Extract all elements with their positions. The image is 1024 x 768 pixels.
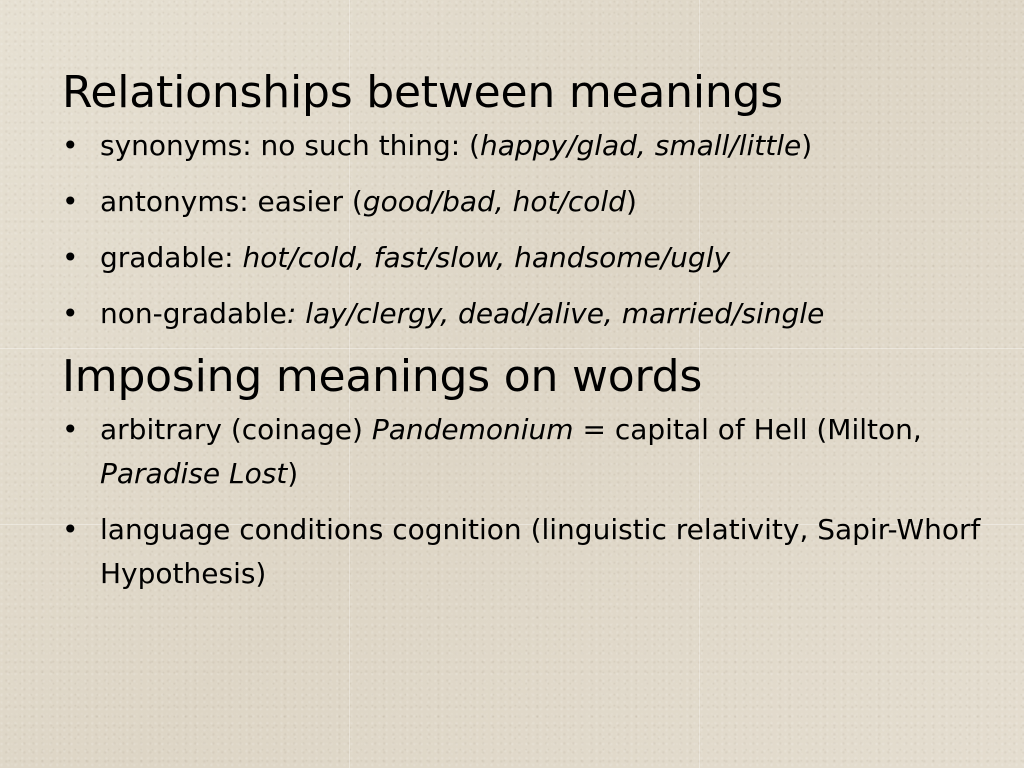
bullet-examples: hot/cold, fast/slow, handsome/ugly	[242, 241, 731, 274]
bullet-text: )	[801, 129, 813, 162]
bullet-dot: •	[62, 241, 79, 274]
bullet-dot: •	[62, 185, 79, 218]
bullet-text: gradable:	[100, 241, 243, 274]
heading-imposing-meanings: Imposing meanings on words	[62, 351, 703, 402]
heading-relationships: Relationships between meanings	[62, 67, 784, 118]
bullet-text: )	[625, 185, 637, 218]
slide-content	[62, 64, 992, 608]
bullet-language-cognition	[62, 508, 990, 596]
bullet-dot: •	[62, 513, 79, 546]
bullet-text: antonyms: easier (	[100, 185, 363, 218]
bullet-non-gradable	[62, 292, 990, 336]
bullet-synonyms	[62, 124, 990, 168]
bullet-dot: •	[62, 413, 79, 446]
bullet-text: synonyms: no such thing: (	[100, 129, 480, 162]
bullet-dot: •	[62, 129, 79, 162]
bullet-examples: : lay/clergy, dead/alive, married/single	[286, 297, 825, 330]
bullet-examples: happy/glad, small/little	[479, 129, 802, 162]
bullet-text: arbitrary (coinage)	[100, 413, 372, 446]
bullet-text: language conditions cognition (linguistic relativity, Sapir-Whorf Hypothesis)	[100, 513, 981, 590]
bullet-dot: •	[62, 297, 79, 330]
bullet-antonyms	[62, 180, 990, 224]
bullet-text: = capital of Hell (Milton,	[573, 413, 922, 446]
bullet-text: )	[287, 457, 299, 490]
bullet-gradable	[62, 236, 990, 280]
bullet-term: Pandemonium	[371, 413, 574, 446]
bullet-list-imposing	[62, 408, 992, 596]
bullet-examples: good/bad, hot/cold	[362, 185, 626, 218]
bullet-list-relationships	[62, 124, 992, 336]
bullet-title: Paradise Lost	[100, 457, 288, 490]
bullet-text: non-gradable	[100, 297, 287, 330]
bullet-arbitrary	[62, 408, 990, 496]
